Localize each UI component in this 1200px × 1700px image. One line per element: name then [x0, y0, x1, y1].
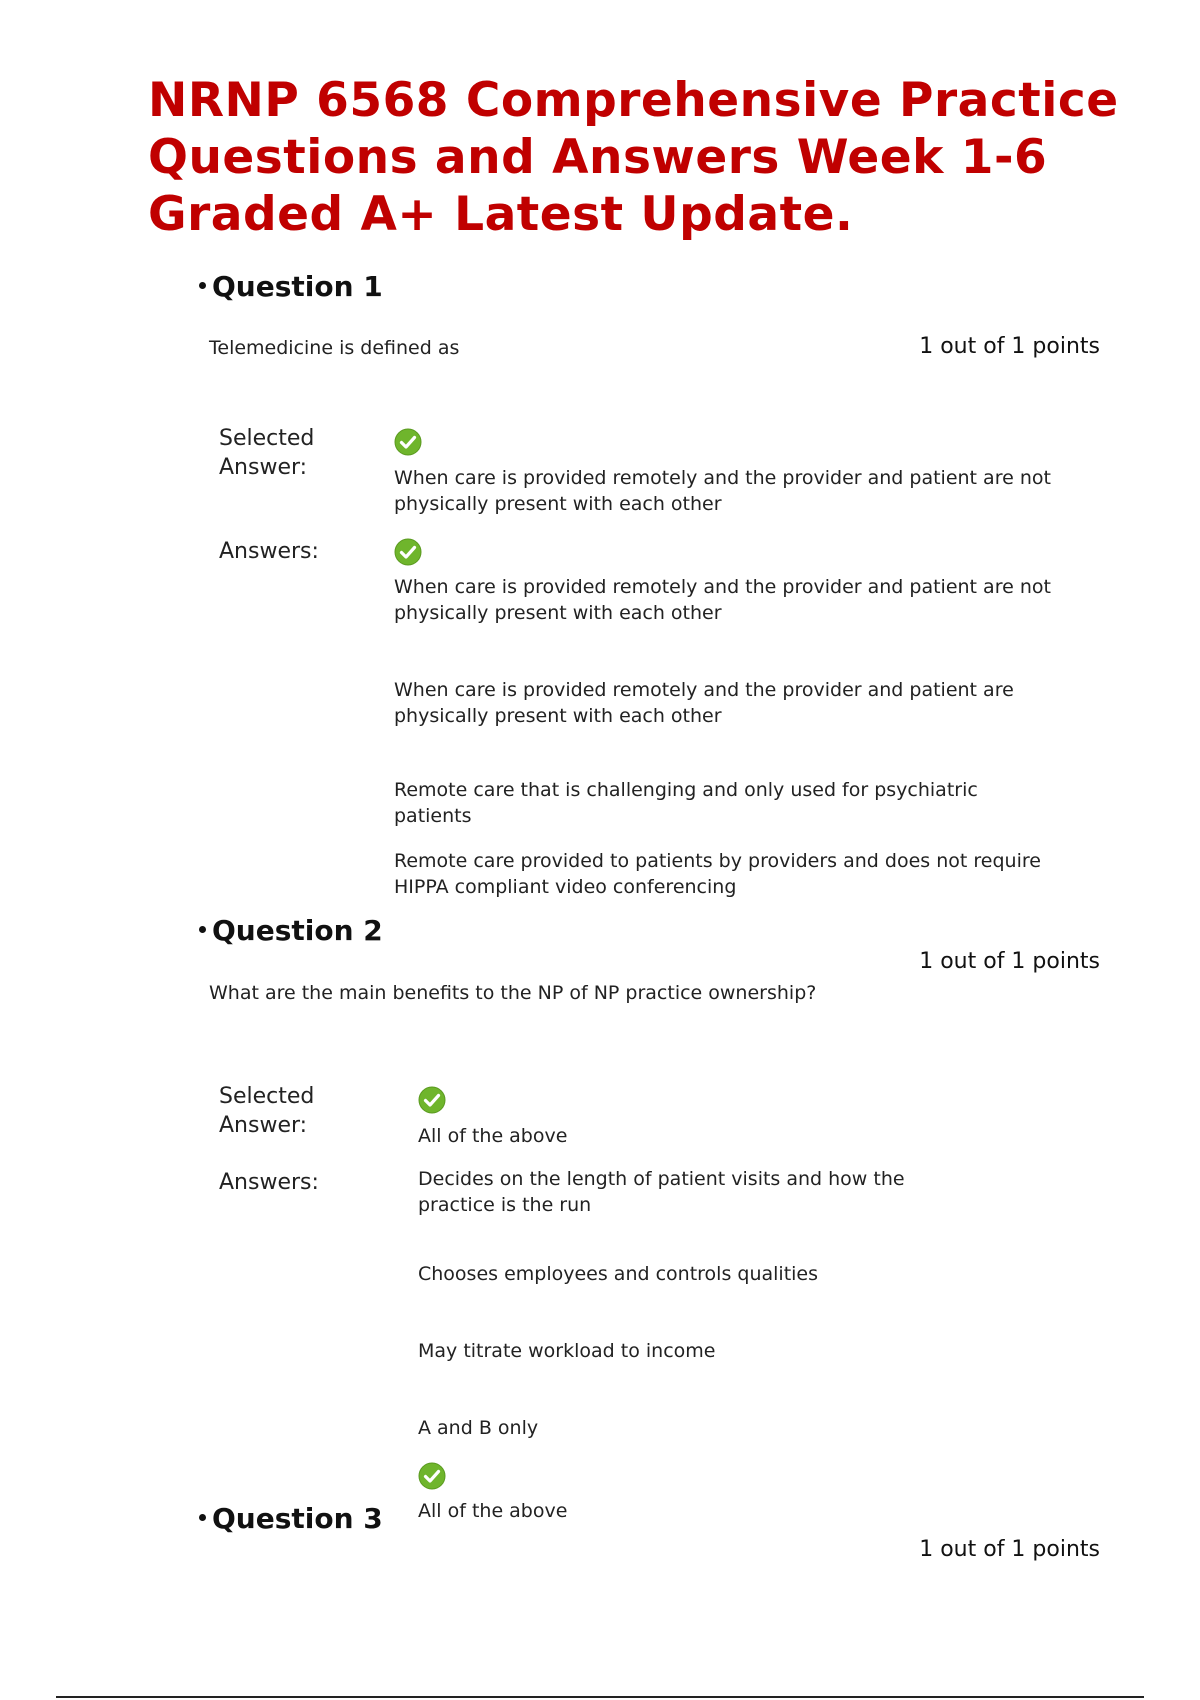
title-line: NRNP 6568 Comprehensive Practice: [148, 73, 1119, 128]
selected-answer-label: Selected Answer:: [219, 426, 315, 480]
question-2-points: 1 out of 1 points: [919, 949, 1100, 974]
check-circle-icon: [394, 428, 422, 456]
selected-answer: When care is provided remotely and the provider and patient are not physically present with each other: [394, 467, 1051, 515]
page-divider: [56, 1696, 1144, 1698]
title-line: Questions and Answers Week 1-6: [148, 130, 1048, 185]
question-2-text: What are the main benefits to the NP of NP practice ownership?: [209, 982, 817, 1004]
answer-option: When care is provided remotely and the provider and patient are physically present with each other: [394, 679, 1014, 727]
bullet-icon: [199, 926, 206, 933]
answer-option: Chooses employees and controls qualities: [418, 1263, 819, 1285]
answer-option: May titrate workload to income: [418, 1340, 716, 1362]
question-1-text: Telemedicine is defined as: [209, 337, 460, 359]
answer-option: Decides on the length of patient visits and how the practice is the run: [418, 1168, 905, 1216]
question-1-points: 1 out of 1 points: [919, 334, 1100, 359]
check-circle-icon: [394, 538, 422, 566]
bullet-icon: [199, 1514, 206, 1521]
answers-label: Answers:: [219, 539, 319, 564]
answer-option: Remote care that is challenging and only used for psychiatric patients: [394, 779, 978, 827]
question-3-points: 1 out of 1 points: [919, 1537, 1100, 1562]
title-line: Graded A+ Latest Update.: [148, 187, 854, 242]
answer-option: A and B only: [418, 1417, 539, 1439]
check-circle-icon: [418, 1086, 446, 1114]
question-1-heading: Question 1: [199, 270, 383, 304]
answer-option: Remote care provided to patients by providers and does not require HIPPA compliant video conferencing: [394, 850, 1041, 898]
answers-label: Answers:: [219, 1170, 319, 1195]
document-title: [148, 72, 1119, 243]
question-3-heading: Question 3: [199, 1502, 383, 1536]
answer-option: All of the above: [418, 1500, 568, 1522]
selected-answer: All of the above: [418, 1125, 568, 1147]
check-circle-icon: [418, 1462, 446, 1490]
answer-option: When care is provided remotely and the provider and patient are not physically present with each other: [394, 576, 1051, 624]
selected-answer-label: Selected Answer:: [219, 1084, 315, 1138]
bullet-icon: [199, 282, 206, 289]
question-2-heading: Question 2: [199, 914, 383, 948]
